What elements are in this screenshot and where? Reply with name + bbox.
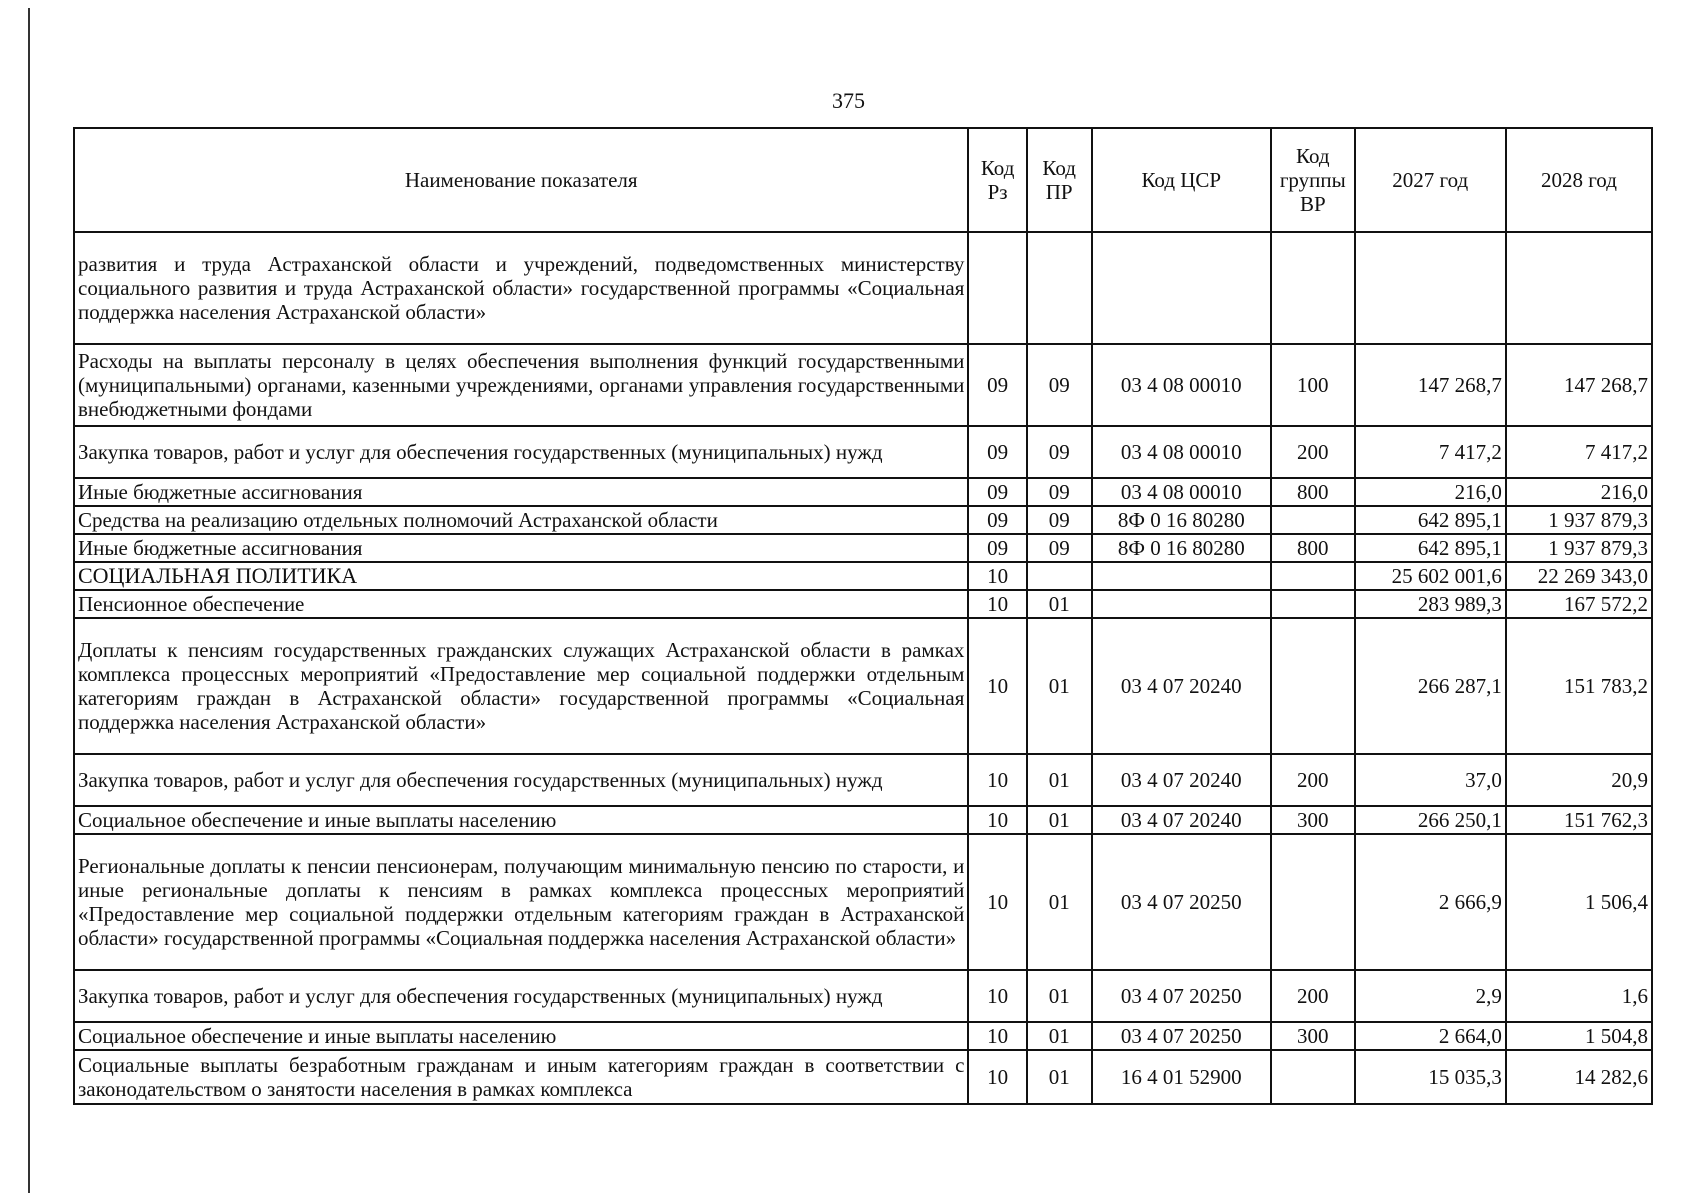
- row-2027: 266 287,1: [1355, 618, 1506, 754]
- row-vr: 200: [1271, 754, 1354, 806]
- row-vr: 300: [1271, 806, 1354, 834]
- row-pr: 09: [1027, 478, 1092, 506]
- row-2028: 151 762,3: [1506, 806, 1652, 834]
- row-vr: [1271, 618, 1354, 754]
- row-2027: 25 602 001,6: [1355, 562, 1506, 590]
- row-2027: [1355, 232, 1506, 344]
- table-row: [74, 344, 1652, 426]
- row-csr: 03 4 07 20240: [1092, 806, 1272, 834]
- row-rz: [968, 232, 1026, 344]
- row-2027: 147 268,7: [1355, 344, 1506, 426]
- row-2027: 216,0: [1355, 478, 1506, 506]
- row-pr: [1027, 232, 1092, 344]
- row-rz: 09: [968, 534, 1026, 562]
- row-2028: 1 506,4: [1506, 834, 1652, 970]
- row-csr: 03 4 07 20250: [1092, 834, 1272, 970]
- row-csr: [1092, 590, 1272, 618]
- row-2028: 147 268,7: [1506, 344, 1652, 426]
- header-csr: Код ЦСР: [1092, 128, 1272, 232]
- row-vr: [1271, 590, 1354, 618]
- row-csr: 03 4 07 20250: [1092, 1022, 1272, 1050]
- row-2028: 1 937 879,3: [1506, 506, 1652, 534]
- row-csr: 16 4 01 52900: [1092, 1050, 1272, 1104]
- row-pr: 09: [1027, 426, 1092, 478]
- row-name: Социальное обеспечение и иные выплаты населению: [74, 806, 968, 834]
- row-rz: 10: [968, 754, 1026, 806]
- row-2028: 216,0: [1506, 478, 1652, 506]
- row-2027: 2 664,0: [1355, 1022, 1506, 1050]
- row-name: Закупка товаров, работ и услуг для обеспечения государственных (муниципальных) нужд: [74, 754, 968, 806]
- row-2027: 2,9: [1355, 970, 1506, 1022]
- row-csr: 03 4 08 00010: [1092, 344, 1272, 426]
- row-2028: 7 417,2: [1506, 426, 1652, 478]
- table-row: [74, 834, 1652, 970]
- row-rz: 10: [968, 618, 1026, 754]
- row-name: Доплаты к пенсиям государственных гражданских служащих Астраханской области в рамках комплекса процессных мероприятий «Предоставление мер социальной поддержки отдельным категориям граждан в Астраханской области» государственной программы «Социальная поддержка населения Астраханской области»: [74, 618, 968, 754]
- row-vr: 200: [1271, 970, 1354, 1022]
- row-rz: 09: [968, 506, 1026, 534]
- row-2028: 167 572,2: [1506, 590, 1652, 618]
- table-row: [74, 426, 1652, 478]
- table-row: [74, 1022, 1652, 1050]
- row-2027: 283 989,3: [1355, 590, 1506, 618]
- row-rz: 10: [968, 806, 1026, 834]
- row-csr: [1092, 562, 1272, 590]
- left-margin-line: [28, 8, 30, 1193]
- row-csr: 03 4 08 00010: [1092, 478, 1272, 506]
- row-csr: [1092, 232, 1272, 344]
- row-rz: 10: [968, 1022, 1026, 1050]
- row-2027: 642 895,1: [1355, 506, 1506, 534]
- header-2028: 2028 год: [1506, 128, 1652, 232]
- row-name: Закупка товаров, работ и услуг для обеспечения государственных (муниципальных) нужд: [74, 426, 968, 478]
- row-pr: [1027, 562, 1092, 590]
- row-pr: 01: [1027, 834, 1092, 970]
- budget-table: [73, 127, 1653, 1105]
- row-name: Закупка товаров, работ и услуг для обеспечения государственных (муниципальных) нужд: [74, 970, 968, 1022]
- row-name: Региональные доплаты к пенсии пенсионерам, получающим минимальную пенсию по старости, и иные региональные доплаты к пенсиям в рамках комплекса процессных мероприятий «Предоставление мер социальной поддержки отдельным категориям граждан в Астраханской области» государственной программы «Социальная поддержка населения Астраханской области»: [74, 834, 968, 970]
- row-2027: 2 666,9: [1355, 834, 1506, 970]
- header-vr: Код группы ВР: [1271, 128, 1354, 232]
- row-rz: 10: [968, 562, 1026, 590]
- row-2028: 22 269 343,0: [1506, 562, 1652, 590]
- page-number: 375: [832, 88, 865, 113]
- row-pr: 09: [1027, 344, 1092, 426]
- header-pr: Код ПР: [1027, 128, 1092, 232]
- table-row: [74, 1050, 1652, 1104]
- row-pr: 01: [1027, 970, 1092, 1022]
- table-row: [74, 534, 1652, 562]
- row-2027: 642 895,1: [1355, 534, 1506, 562]
- row-vr: 800: [1271, 478, 1354, 506]
- table-row: [74, 478, 1652, 506]
- row-name: Пенсионное обеспечение: [74, 590, 968, 618]
- row-pr: 01: [1027, 806, 1092, 834]
- row-name: Средства на реализацию отдельных полномочий Астраханской области: [74, 506, 968, 534]
- row-pr: 01: [1027, 1050, 1092, 1104]
- row-pr: 09: [1027, 506, 1092, 534]
- row-rz: 09: [968, 344, 1026, 426]
- row-pr: 01: [1027, 754, 1092, 806]
- header-2027: 2027 год: [1355, 128, 1506, 232]
- row-2028: 14 282,6: [1506, 1050, 1652, 1104]
- table-row: [74, 590, 1652, 618]
- row-2028: 1 504,8: [1506, 1022, 1652, 1050]
- row-vr: [1271, 232, 1354, 344]
- row-2028: 20,9: [1506, 754, 1652, 806]
- row-name: Социальные выплаты безработным гражданам и иным категориям граждан в соответствии с законодательством о занятости населения в рамках комплекса: [74, 1050, 968, 1104]
- row-2028: 151 783,2: [1506, 618, 1652, 754]
- table-row: [74, 970, 1652, 1022]
- row-2027: 15 035,3: [1355, 1050, 1506, 1104]
- row-vr: 200: [1271, 426, 1354, 478]
- row-rz: 10: [968, 590, 1026, 618]
- table-row: [74, 618, 1652, 754]
- row-rz: 09: [968, 478, 1026, 506]
- table-row: [74, 562, 1652, 590]
- row-2028: 1,6: [1506, 970, 1652, 1022]
- row-2027: 37,0: [1355, 754, 1506, 806]
- row-vr: 300: [1271, 1022, 1354, 1050]
- row-vr: [1271, 834, 1354, 970]
- row-rz: 10: [968, 834, 1026, 970]
- header-rz: Код Рз: [968, 128, 1026, 232]
- row-csr: 03 4 08 00010: [1092, 426, 1272, 478]
- row-rz: 10: [968, 970, 1026, 1022]
- row-name: Иные бюджетные ассигнования: [74, 534, 968, 562]
- row-pr: 01: [1027, 590, 1092, 618]
- row-2027: 7 417,2: [1355, 426, 1506, 478]
- row-name: Социальное обеспечение и иные выплаты населению: [74, 1022, 968, 1050]
- table-row: [74, 754, 1652, 806]
- row-pr: 09: [1027, 534, 1092, 562]
- row-vr: [1271, 1050, 1354, 1104]
- row-csr: 03 4 07 20240: [1092, 618, 1272, 754]
- row-csr: 03 4 07 20250: [1092, 970, 1272, 1022]
- row-2027: 266 250,1: [1355, 806, 1506, 834]
- row-vr: 800: [1271, 534, 1354, 562]
- header-name: Наименование показателя: [74, 128, 968, 232]
- row-csr: 8Ф 0 16 80280: [1092, 506, 1272, 534]
- row-vr: [1271, 562, 1354, 590]
- row-rz: 10: [968, 1050, 1026, 1104]
- row-2028: 1 937 879,3: [1506, 534, 1652, 562]
- row-pr: 01: [1027, 1022, 1092, 1050]
- table-header-row: [74, 128, 1652, 232]
- row-vr: [1271, 506, 1354, 534]
- row-rz: 09: [968, 426, 1026, 478]
- table-row: [74, 806, 1652, 834]
- row-name: Иные бюджетные ассигнования: [74, 478, 968, 506]
- row-csr: 03 4 07 20240: [1092, 754, 1272, 806]
- row-vr: 100: [1271, 344, 1354, 426]
- row-name: Расходы на выплаты персоналу в целях обеспечения выполнения функций государственными (муниципальными) органами, казенными учреждениями, органами управления государственными внебюджетными фондами: [74, 344, 968, 426]
- table-row: [74, 506, 1652, 534]
- row-name: СОЦИАЛЬНАЯ ПОЛИТИКА: [74, 562, 968, 590]
- row-2028: [1506, 232, 1652, 344]
- row-pr: 01: [1027, 618, 1092, 754]
- row-csr: 8Ф 0 16 80280: [1092, 534, 1272, 562]
- table-row: [74, 232, 1652, 344]
- row-name: развития и труда Астраханской области и учреждений, подведомственных министерству социального развития и труда Астраханской области» государственной программы «Социальная поддержка населения Астраханской области»: [74, 232, 968, 344]
